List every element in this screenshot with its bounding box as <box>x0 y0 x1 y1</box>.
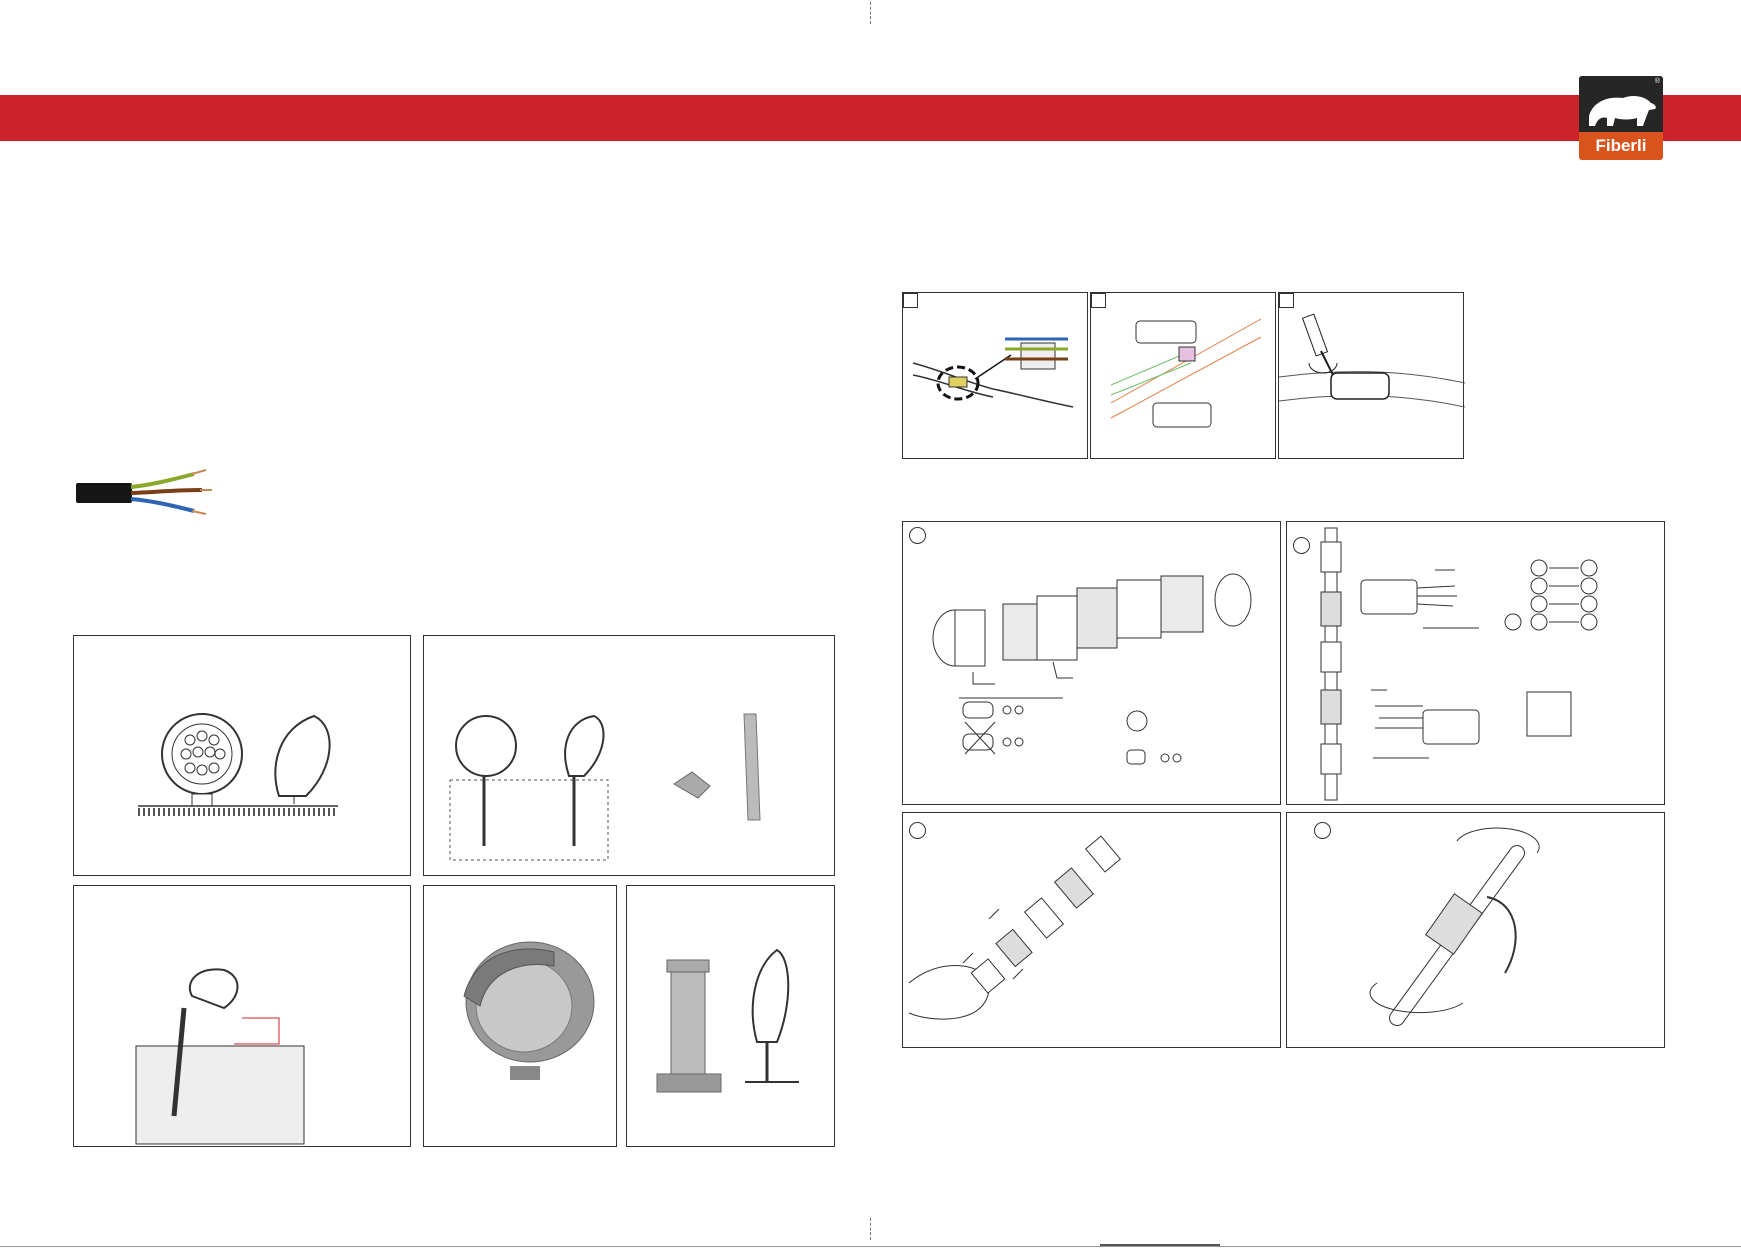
polar-bear-logo-icon <box>1579 76 1663 132</box>
hand-icon <box>903 813 1282 1049</box>
connector-panel-b <box>1286 521 1665 805</box>
shield-accessory-panel <box>423 885 617 1147</box>
lamp-shield-illustration <box>424 886 618 1148</box>
connector-panel-a <box>902 521 1281 805</box>
brand-logo <box>1579 76 1663 160</box>
ground-spike-panel <box>423 635 835 876</box>
wire-stripping-illustration <box>1287 522 1666 806</box>
connector-icon <box>903 522 1282 806</box>
concrete-install-panel <box>73 885 411 1147</box>
connector-panel-d <box>1286 812 1665 1048</box>
bottom-mark <box>1100 1244 1220 1246</box>
junction-box-illustration <box>1091 293 1277 460</box>
header-band <box>0 95 1741 141</box>
concrete-spike-illustration <box>74 886 412 1148</box>
wire-connector-illustration <box>903 293 1089 460</box>
step-2-panel <box>1090 292 1276 459</box>
logo-wordmark: Fiberli <box>1595 136 1647 155</box>
connector-panel-c <box>902 812 1281 1048</box>
floodlight-icon <box>74 636 412 877</box>
stand-bracket-illustration <box>627 886 836 1148</box>
registered-mark: ® <box>1654 78 1660 85</box>
screwdriver-icon <box>1279 293 1465 460</box>
rotate-arrow-icon <box>1287 813 1666 1049</box>
step-3-panel <box>1278 292 1464 459</box>
step-1-panel <box>902 292 1088 459</box>
cable-icon <box>76 468 216 518</box>
bottom-rule <box>0 1246 1741 1247</box>
bracket-stand-panel <box>626 885 835 1147</box>
fold-mark-bottom <box>870 1218 871 1240</box>
fold-mark-top <box>870 2 871 24</box>
mounting-surface-panel <box>73 635 411 876</box>
ground-spike-illustration <box>424 636 836 877</box>
